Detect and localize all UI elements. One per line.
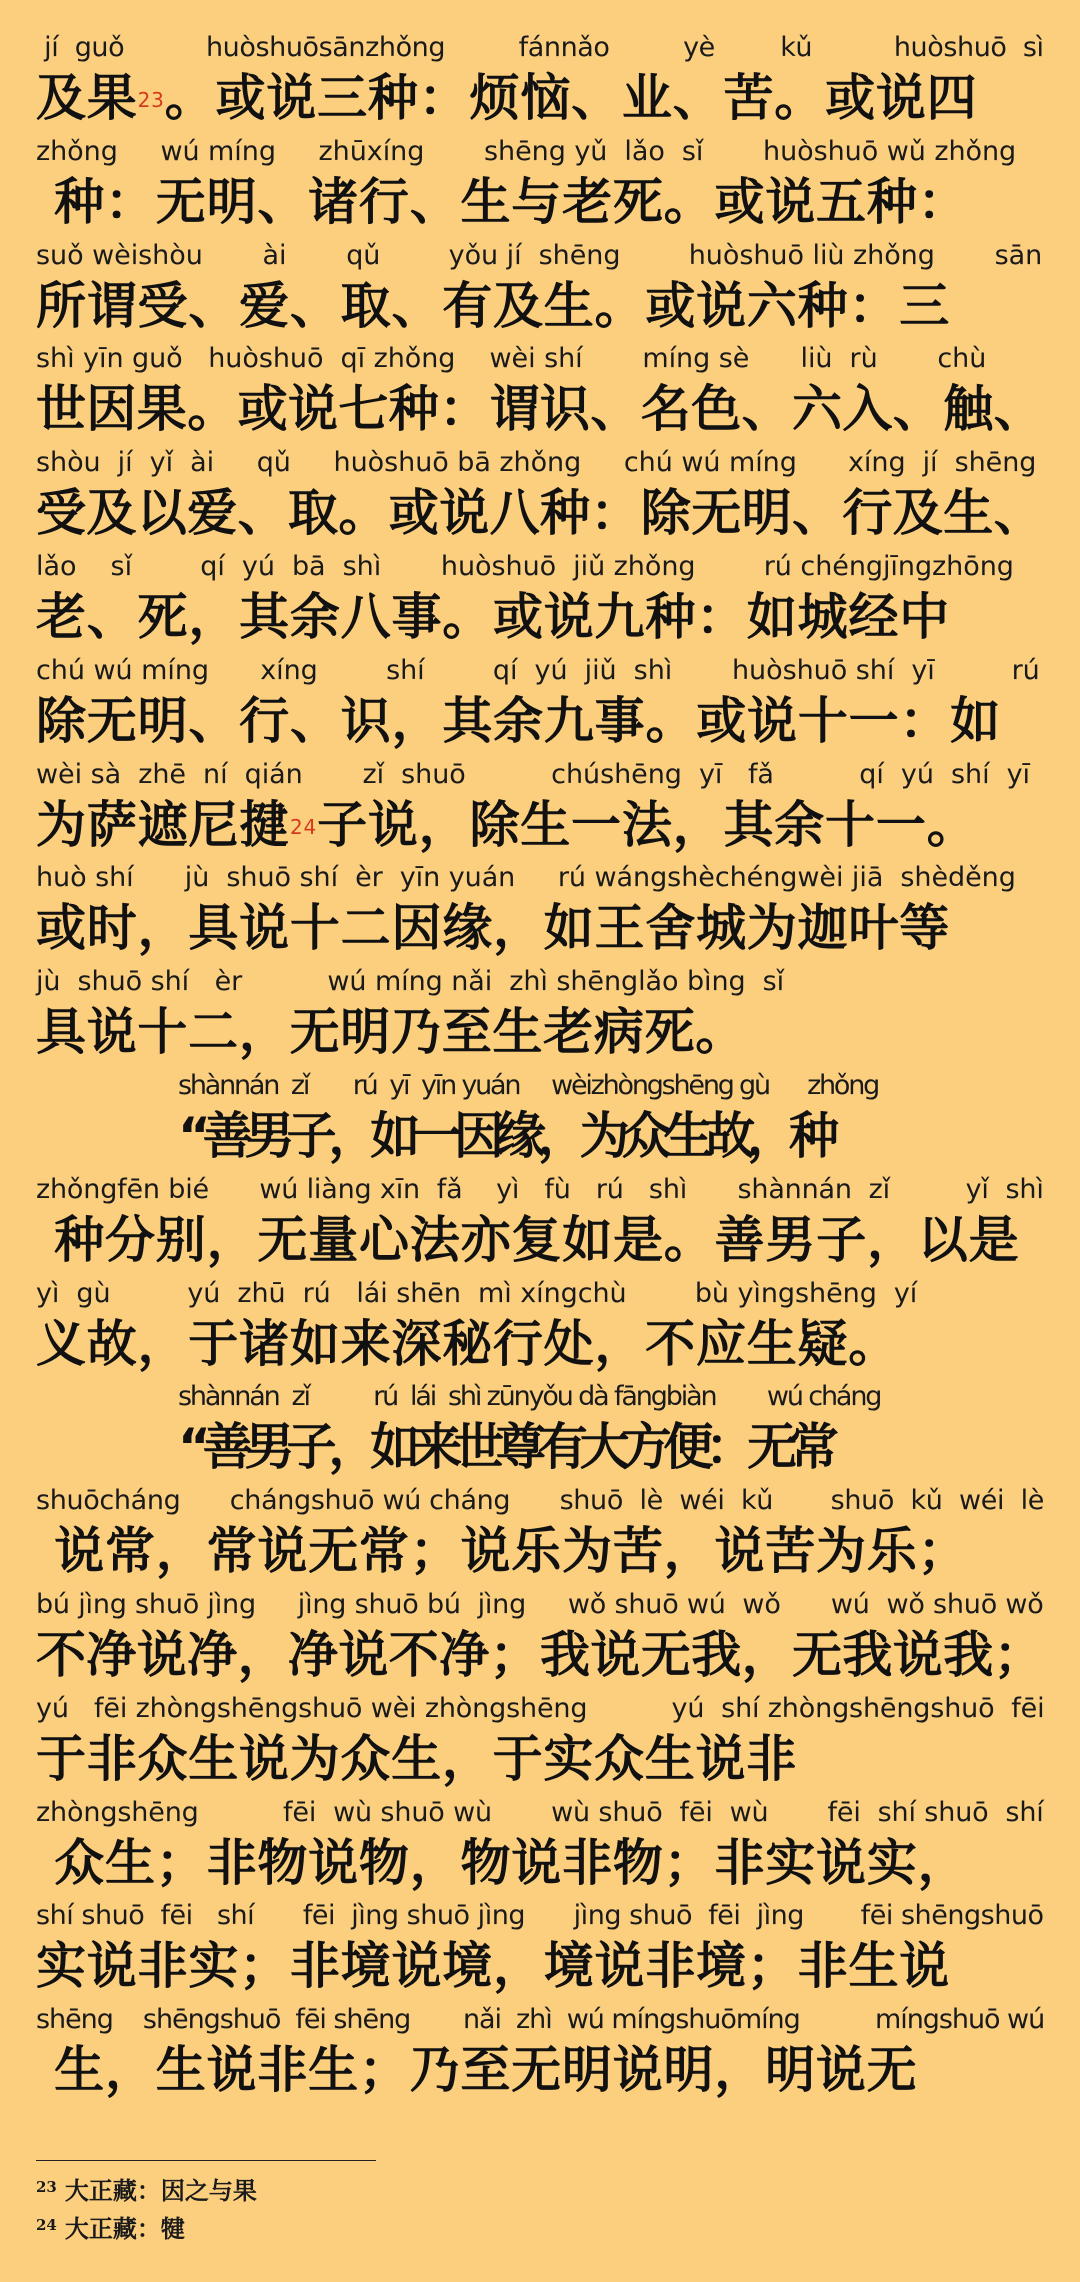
footnotes [36, 2172, 257, 2248]
verse-line [36, 30, 1048, 134]
pinyin-annotation: shēng shēngshuō fēi shēng nǎi zhì wú míngshuōmíng míngshuō wú [36, 2004, 1045, 2036]
pinyin-annotation: bú jìng shuō jìng jìng shuō bú jìng wǒ shuō wú wǒ wú wǒ shuō wǒ [36, 1588, 1044, 1620]
pinyin-annotation: zhǒng wú míng zhūxíng shēng yǔ lǎo sǐ huòshuō wǔ zhǒng [36, 135, 1017, 167]
verse-line [36, 1691, 1048, 1795]
verse-line [36, 1276, 1048, 1380]
pinyin-annotation: shànnán zǐ rú yī yīn yuán wèizhòngshēng gù zhǒng [178, 1069, 879, 1101]
pinyin-annotation: chú wú míng xíng shí qí yú jiǔ shì huòshuō shí yī rú [36, 654, 1040, 686]
verse-line [36, 549, 1048, 653]
verse-line [36, 860, 1048, 964]
chinese-text: 世因果。或说七种：谓识、名色、六入、触、 [36, 380, 1044, 439]
verse-line [36, 134, 1048, 238]
chinese-text: 或时，具说十二因缘，如王舍城为迦叶等 [36, 899, 950, 958]
pinyin-annotation: shí shuō fēi shí fēi jìng shuō jìng jìng shuō fēi jìng fēi shēngshuō [36, 1900, 1044, 1932]
chinese-text: 实说非实；非境说境，境说非境；非生说 [36, 1937, 950, 1996]
chinese-text: 生，生说非生；乃至无明说明，明说无 [36, 2041, 918, 2100]
chinese-text [36, 66, 1048, 130]
footnote-marker[interactable]: 24 [290, 814, 318, 839]
verse-line [36, 1172, 1048, 1276]
pinyin-annotation: yì gù yú zhū rú lái shēn mì xíngchù bù yìngshēng yí [36, 1277, 918, 1309]
verse-line [36, 1795, 1048, 1899]
pinyin-annotation: yú fēi zhòngshēngshuō wèi zhòngshēng yú shí zhòngshēngshuō fēi [36, 1692, 1045, 1724]
verse-line [36, 757, 1048, 861]
chinese-text: 不净说净，净说不净；我说无我，无我说我； [36, 1625, 1044, 1684]
footnote-divider [36, 2160, 376, 2161]
pinyin-annotation: lǎo sǐ qí yú bā shì huòshuō jiǔ zhǒng rú chéngjīngzhōng [36, 550, 1014, 582]
chinese-text: 老、死，其余八事。或说九种：如城经中 [36, 587, 950, 646]
pinyin-annotation: suǒ wèishòu ài qǔ yǒu jí shēng huòshuō liù zhǒng sān [36, 239, 1043, 271]
chinese-text: 具说十二，无明乃至生老病死。 [36, 1003, 746, 1062]
verse-line [36, 1587, 1048, 1691]
chinese-text-segment: 。或说三种：烦恼、业、苦。或说四 [164, 69, 978, 127]
verse-line [36, 445, 1048, 549]
pinyin-annotation: shànnán zǐ rú lái shì zūnyǒu dà fāngbiàn wú cháng [178, 1381, 881, 1413]
verse-line [36, 1483, 1048, 1587]
pinyin-annotation: jí guǒ huòshuōsānzhǒng fánnǎo yè kǔ huòshuō sì [36, 32, 1044, 63]
chinese-text [36, 793, 1048, 857]
chinese-text: 于非众生说为众生，于实众生说非 [36, 1729, 797, 1788]
chinese-text: 众生；非物说物，物说非物；非实说实， [36, 1833, 969, 1892]
chinese-text: 种：无明、诸行、生与老死。或说五种： [36, 172, 969, 231]
verse-line [36, 1898, 1048, 2002]
footnote-24: $^{24}$ 大正藏：犍 [36, 2214, 185, 2243]
pinyin-annotation: jù shuō shí èr wú míng nǎi zhì shēnglǎo bìng sǐ [36, 966, 785, 998]
verse-line [36, 1068, 1048, 1172]
chinese-text: 所谓受、爱、取、有及生。或说六种：三 [36, 276, 950, 335]
footnote-marker[interactable]: 23 [137, 88, 165, 112]
verse-line [36, 2002, 1048, 2106]
chinese-text: 义故，于诸如来深秘行处，不应生疑。 [36, 1314, 899, 1373]
verse-line [36, 964, 1048, 1068]
pinyin-annotation: wèi sà zhē ní qián zǐ shuō chúshēng yī fǎ qí yú shí yī [36, 758, 1031, 790]
pinyin-annotation: shuōcháng chángshuō wú cháng shuō lè wéi kǔ shuō kǔ wéi lè [36, 1485, 1045, 1517]
verse-line [36, 341, 1048, 445]
verse-line [36, 238, 1048, 342]
chinese-text: 除无明、行、识，其余九事。或说十一：如 [36, 691, 1001, 750]
pinyin-annotation: huò shí jù shuō shí èr yīn yuán rú wángshèchéngwèi jiā shèděng [36, 862, 1016, 894]
pinyin-annotation: zhǒngfēn bié wú liàng xīn fǎ yì fù rú shì shànnán zǐ yǐ shì [36, 1173, 1044, 1205]
chinese-text: “善男子，如一因缘，为众生故，种 [178, 1106, 831, 1165]
chinese-text: “善男子，如来世尊有大方便：无常 [178, 1418, 831, 1477]
chinese-text: 受及以爱、取。或说八种：除无明、行及生、 [36, 484, 1044, 543]
pinyin-annotation: zhòngshēng fēi wù shuō wù wù shuō fēi wù fēi shí shuō shí [36, 1796, 1044, 1828]
footnote-23: $^{23}$ 大正藏：因之与果 [36, 2176, 257, 2205]
pinyin-annotation: shì yīn guǒ huòshuō qī zhǒng wèi shí míng sè liù rù chù [36, 343, 987, 375]
pinyin-annotation: shòu jí yǐ ài qǔ huòshuō bā zhǒng chú wú míng xíng jí shēng [36, 447, 1037, 479]
verse-line [36, 1379, 1048, 1483]
chinese-text: 说常，常说无常；说乐为苦，说苦为乐； [36, 1522, 969, 1581]
chinese-text-segment: 子说，除生一法，其余十一。 [317, 795, 978, 854]
scripture-text [36, 30, 1048, 2106]
chinese-text: 种分别，无量心法亦复如是。善男子，以是 [36, 1210, 1020, 1269]
verse-line [36, 653, 1048, 757]
chinese-text-segment: 及果 [36, 69, 138, 127]
chinese-text-segment: 为萨遮尼揵 [36, 795, 290, 854]
